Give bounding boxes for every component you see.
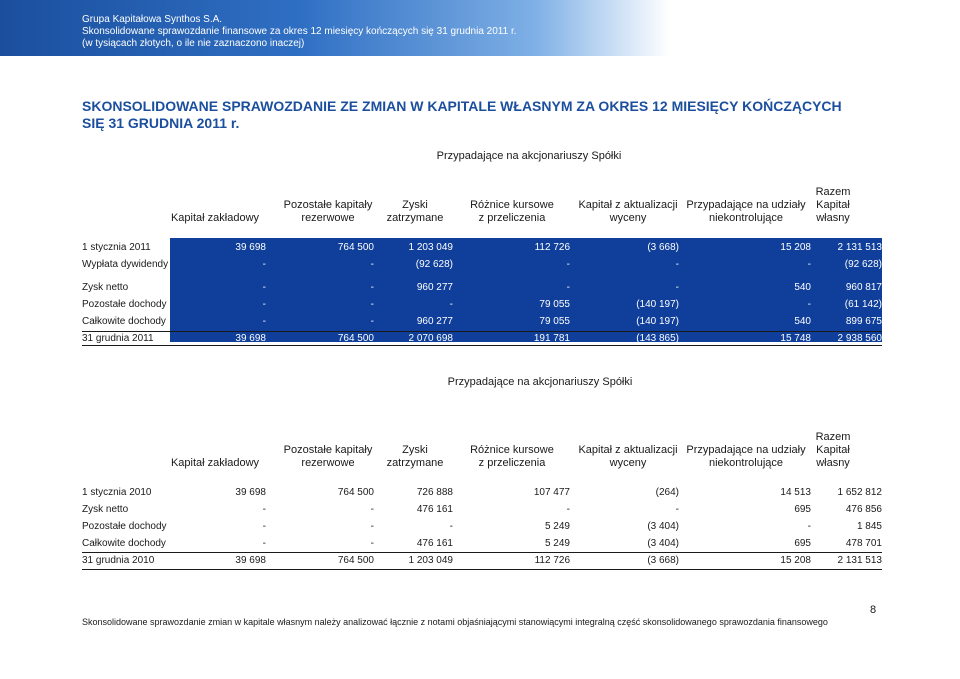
table-cell: 14 513 [780,487,811,498]
table-cell: 1 203 049 [408,555,453,566]
row-label: Zysk netto [82,504,129,515]
table-cell: - [807,299,811,310]
table-cell: 15 208 [780,555,811,566]
table-cell: 476 161 [416,538,453,549]
column-header-line: własny [816,212,850,224]
column-header-line: Przypadające na udziały [686,199,806,211]
column-header-line: Kapitał zakładowy [170,212,260,224]
column-header-line: Kapitał [816,444,850,456]
row-label: Wypłata dywidendy [82,259,169,270]
row-label: Zysk netto [82,282,129,293]
table-cell: 2 131 513 [837,242,882,253]
table-cell: - [370,299,374,310]
column-header [763,186,903,225]
table-cell: - [449,299,453,310]
table-cell: 5 249 [544,538,570,549]
table-cell: - [566,504,570,515]
table-cell: 960 277 [416,316,453,327]
row-label: 31 grudnia 2010 [82,555,155,566]
table-row [82,538,882,553]
table-cell: - [370,316,374,327]
table-row [82,504,882,519]
table-cell: 764 500 [337,487,374,498]
table-cell: - [675,282,679,293]
table-cell: (92 628) [415,259,453,270]
table-cell: 1 845 [856,521,882,532]
table-cell: (140 197) [636,316,679,327]
page-number: 8 [870,604,877,616]
table-cell: - [566,282,570,293]
table-cell: - [262,299,266,310]
table-row [82,242,882,257]
column-header-line: Pozostałe kapitały [283,444,373,456]
column-header-line: rezerwowe [301,457,355,469]
column-header-line: Kapitał z aktualizacji [578,199,678,211]
row-divider [82,331,882,332]
column-header-line: Przypadające na udziały [686,444,806,456]
row-label: Pozostałe dochody [82,521,167,532]
table-cell: - [370,538,374,549]
row-label: Całkowite dochody [82,316,166,327]
table-cell: - [262,504,266,515]
table-cell: 764 500 [337,555,374,566]
column-header-line: Kapitał [816,199,850,211]
table-cell: - [262,538,266,549]
column-header-line: Razem [815,431,851,443]
table-cell: 107 477 [533,487,570,498]
table-cell: - [262,521,266,532]
column-header-line: Razem [815,186,851,198]
table-cell: 695 [794,538,811,549]
column-header-line: z przeliczenia [478,457,546,469]
table-cell: (3 668) [647,555,679,566]
table-cell: 79 055 [539,316,570,327]
column-header-line: zatrzymane [386,457,444,469]
table-cell: - [807,259,811,270]
footer-note: Skonsolidowane sprawozdanie zmian w kapitale własnym należy analizować łącznie z notami objaśniającymi stanowiącymi integralną część skonsolidowanego sprawozdania finansowego [82,617,828,627]
table-cell: - [370,521,374,532]
header-banner [0,0,670,56]
units-note: (w tysiącach złotych, o ile nie zaznaczono inaczej) [82,38,305,49]
table-cell: 1 203 049 [408,242,453,253]
row-divider [82,345,882,346]
table-cell: 2 070 698 [408,333,453,344]
table-cell: 764 500 [337,333,374,344]
row-label: Całkowite dochody [82,538,166,549]
table-cell: 540 [794,316,811,327]
column-header-line: niekontrolujące [709,212,783,224]
column-header-line: wyceny [609,212,647,224]
table-row [82,521,882,536]
company-name: Grupa Kapitałowa Synthos S.A. [82,14,223,25]
table-cell: 39 698 [235,242,266,253]
column-header-line: Kapitał zakładowy [170,457,260,469]
group-header-2010: Przypadające na akcjonariuszy Spółki [447,376,633,388]
table-cell: 1 652 812 [837,487,882,498]
row-label: 1 stycznia 2010 [82,487,152,498]
table-row [82,259,882,274]
table-cell: 112 726 [534,242,570,253]
table-cell: 112 726 [534,555,570,566]
table-cell: 726 888 [416,487,453,498]
table-row [82,316,882,331]
column-header-line: Zyski [402,444,428,456]
table-cell: 2 938 560 [837,333,882,344]
table-row [82,487,882,502]
table-cell: 764 500 [337,242,374,253]
row-label: 31 grudnia 2011 [82,333,154,344]
row-label: 1 stycznia 2011 [82,242,151,253]
table-cell: (3 404) [647,538,679,549]
table-cell: (3 404) [647,521,679,532]
table-row [82,299,882,314]
table-cell: 39 698 [235,555,266,566]
table-cell: 478 701 [845,538,882,549]
table-cell: - [566,259,570,270]
table-cell: - [370,282,374,293]
table-cell: - [675,504,679,515]
table-cell: 540 [794,282,811,293]
table-cell: 15 748 [780,333,811,344]
table-cell: 5 249 [544,521,570,532]
column-header-line: zatrzymane [386,212,444,224]
column-header-line: własny [816,457,850,469]
column-header [763,431,903,470]
table-cell: - [449,521,453,532]
table-cell: (92 628) [844,259,882,270]
column-header-line: Różnice kursowe [470,444,554,456]
table-cell: 39 698 [235,487,266,498]
column-header-line: Zyski [402,199,428,211]
table-cell: - [675,259,679,270]
column-header-line: rezerwowe [301,212,355,224]
table-cell: - [262,316,266,327]
table-cell: - [262,259,266,270]
table-cell: 2 131 513 [837,555,882,566]
table-cell: 695 [794,504,811,515]
column-header-line: Pozostałe kapitały [283,199,373,211]
column-header-line: z przeliczenia [478,212,546,224]
table-cell: - [262,282,266,293]
table-cell: 476 856 [845,504,882,515]
row-divider [82,569,882,570]
table-cell: 899 675 [845,316,882,327]
row-divider [82,552,882,553]
table-cell: (264) [655,487,679,498]
table-cell: 960 277 [416,282,453,293]
table-cell: (3 668) [647,242,679,253]
table-cell: 191 781 [533,333,570,344]
table-cell: - [370,259,374,270]
row-label: Pozostałe dochody [82,299,167,310]
table-cell: 39 698 [235,333,266,344]
table-cell: (143 865) [636,333,679,344]
report-subtitle: Skonsolidowane sprawozdanie finansowe za okres 12 miesięcy kończących się 31 grudnia 2011 r. [82,26,517,37]
table-cell: - [807,521,811,532]
column-header-line: niekontrolujące [709,457,783,469]
table-cell: 960 817 [845,282,882,293]
page-title: SKONSOLIDOWANE SPRAWOZDANIE ZE ZMIAN W KAPITALE WŁASNYM ZA OKRES 12 MIESIĘCY KOŃCZĄCYCH SIĘ 31 GRUDNIA 2011 r. [82,98,842,131]
table-cell: (61 142) [844,299,882,310]
group-header-2011: Przypadające na akcjonariuszy Spółki [436,150,622,162]
column-header-line: Różnice kursowe [470,199,554,211]
column-header-line: Kapitał z aktualizacji [578,444,678,456]
table-cell: 79 055 [539,299,570,310]
table-cell: 15 208 [780,242,811,253]
table-row [82,555,882,570]
table-row [82,282,882,297]
table-cell: (140 197) [636,299,679,310]
table-cell: 476 161 [416,504,453,515]
table-cell: - [370,504,374,515]
column-header-line: wyceny [609,457,647,469]
